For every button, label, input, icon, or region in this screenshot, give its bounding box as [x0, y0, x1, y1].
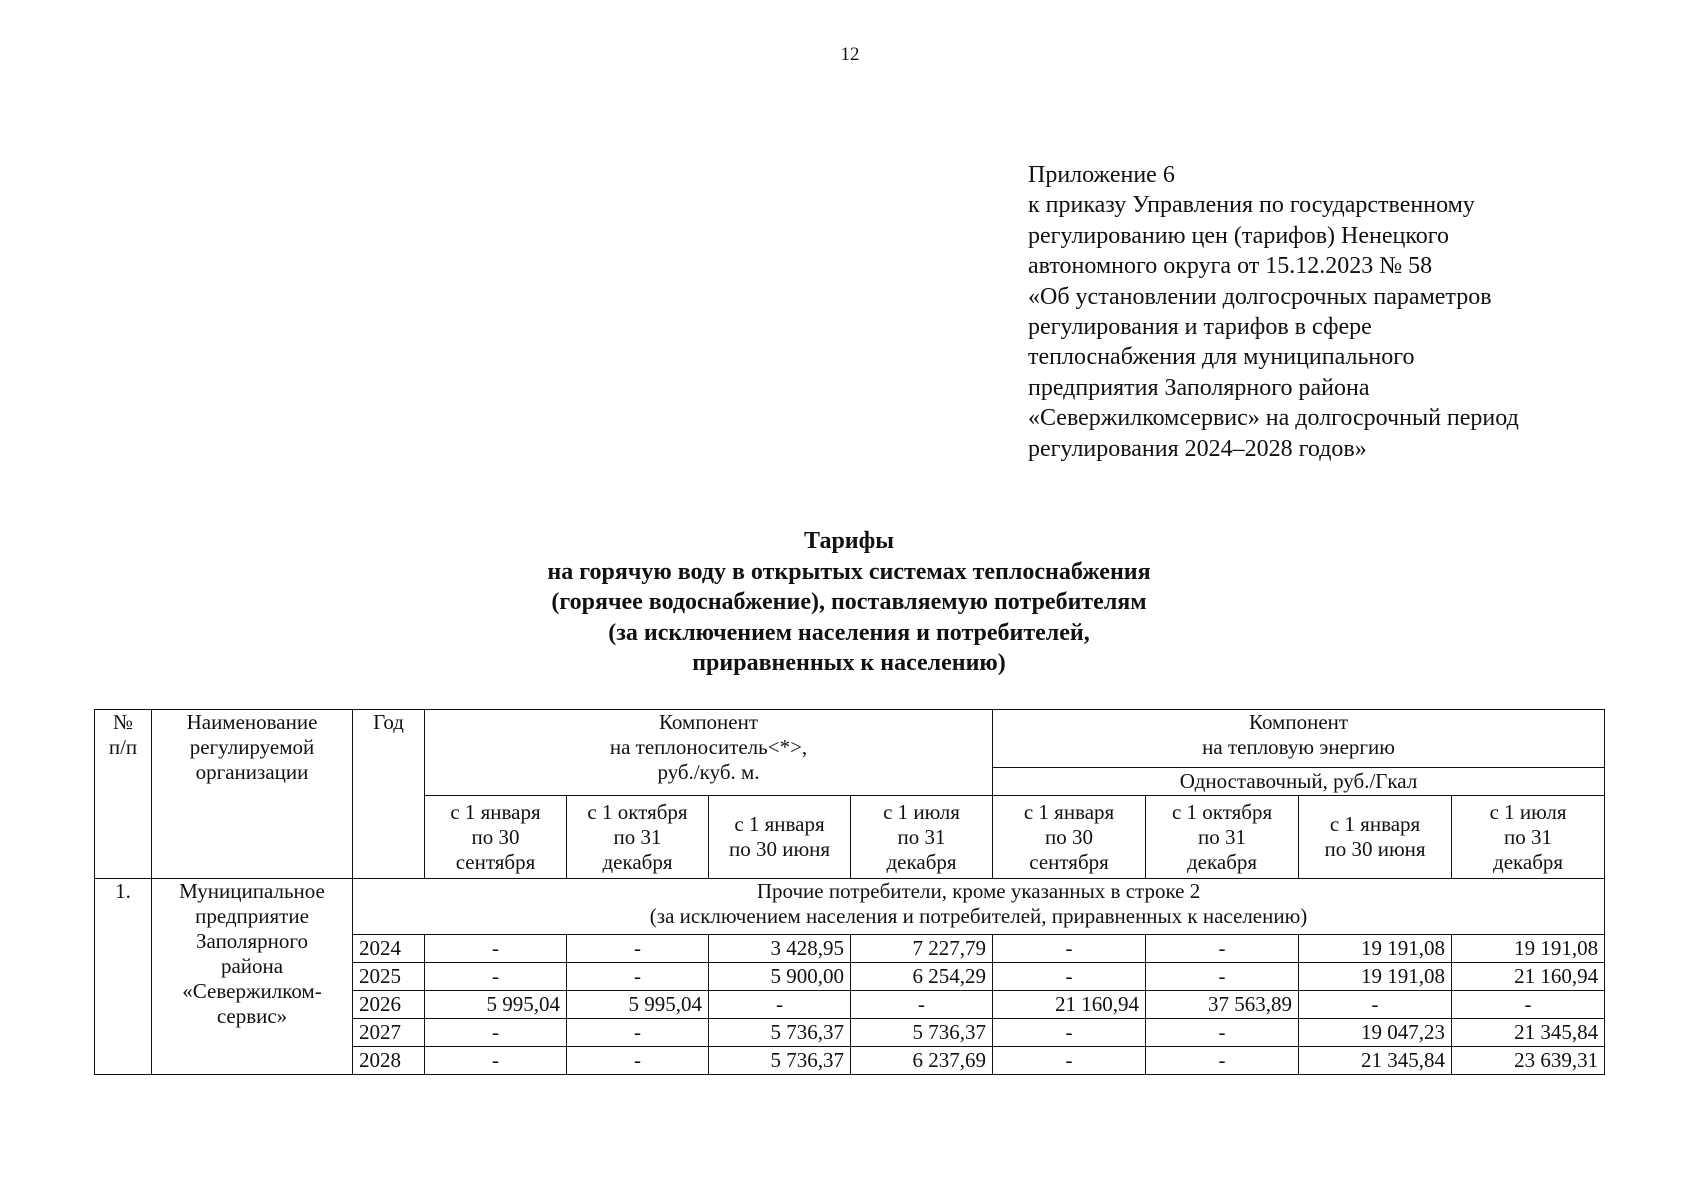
- header-text: декабря: [602, 849, 673, 874]
- header-text: с 1 июля: [1489, 799, 1567, 824]
- value-cell: -: [993, 935, 1146, 963]
- appendix-line: регулирования и тарифов в сфере: [1028, 314, 1372, 341]
- header-text: с 1 января: [734, 812, 825, 836]
- header-period: [851, 796, 993, 879]
- header-text: по 30 июня: [1324, 837, 1426, 861]
- value-cell: -: [993, 963, 1146, 991]
- title-line: приравненных к населению): [692, 650, 1006, 676]
- organization-text: Заполярного: [196, 929, 308, 953]
- organization-text: сервис»: [216, 1004, 288, 1028]
- appendix-line: «Об установлении долгосрочных параметров: [1028, 283, 1492, 310]
- value-cell: 5 736,37: [709, 1019, 851, 1047]
- header-text: организации: [195, 760, 309, 784]
- value-cell: -: [1146, 963, 1299, 991]
- organization-text: района: [220, 954, 284, 978]
- value-cell: 5 736,37: [709, 1047, 851, 1075]
- header-text: с 1 октября: [1171, 799, 1273, 824]
- header-period: [709, 796, 851, 879]
- header-text: Год: [373, 710, 404, 734]
- value-cell: -: [993, 1047, 1146, 1075]
- appendix-line: Приложение 6: [1028, 162, 1175, 188]
- header-text: с 1 октября: [587, 799, 688, 824]
- header-text: Компонент: [1249, 710, 1349, 734]
- header-text: по 31: [1198, 824, 1247, 849]
- consumer-group-text: (за исключением населения и потребителей, приравненных к населению): [649, 904, 1308, 928]
- value-cell: -: [1299, 991, 1452, 1019]
- header-heat-carrier: [425, 710, 993, 796]
- header-text: №: [112, 710, 134, 734]
- value-cell: -: [1146, 935, 1299, 963]
- header-period: [1452, 796, 1605, 879]
- value-cell: 19 191,08: [1299, 963, 1452, 991]
- value-cell: -: [851, 991, 993, 1019]
- header-text: по 31: [613, 824, 662, 849]
- year-cell: 2024: [353, 935, 425, 963]
- header-text: Наименование: [186, 710, 318, 734]
- header-text: декабря: [886, 849, 957, 874]
- header-text: с 1 января: [1023, 799, 1115, 824]
- header-year: [353, 710, 425, 879]
- title-line: Тарифы: [804, 528, 894, 554]
- organization-name: [152, 879, 353, 1075]
- appendix-note: [1028, 160, 1668, 464]
- header-period: [567, 796, 709, 879]
- value-cell: 23 639,31: [1452, 1047, 1605, 1075]
- value-cell: -: [425, 963, 567, 991]
- value-cell: -: [425, 1019, 567, 1047]
- organization-text: предприятие: [195, 904, 309, 928]
- value-cell: 21 345,84: [1452, 1019, 1605, 1047]
- header-period: [425, 796, 567, 879]
- appendix-line: к приказу Управления по государственному: [1028, 192, 1475, 219]
- header-text: по 31: [897, 824, 946, 849]
- value-cell: 5 900,00: [709, 963, 851, 991]
- page-number: 12: [840, 44, 860, 65]
- year-cell: 2027: [353, 1019, 425, 1047]
- value-cell: -: [567, 1019, 709, 1047]
- organization-text: «Севержилком-: [182, 979, 322, 1003]
- value-cell: 6 237,69: [851, 1047, 993, 1075]
- value-cell: -: [567, 1047, 709, 1075]
- appendix-line: регулирования 2024–2028 годов»: [1028, 435, 1367, 462]
- appendix-line: автономного округа от 15.12.2023 № 58: [1028, 253, 1433, 280]
- value-cell: 5 995,04: [425, 991, 567, 1019]
- header-text: по 31: [1504, 824, 1553, 849]
- value-cell: 19 047,23: [1299, 1019, 1452, 1047]
- organization-text: Муниципальное: [179, 879, 325, 903]
- header-period: [1299, 796, 1452, 879]
- value-cell: 5 995,04: [567, 991, 709, 1019]
- value-cell: 21 160,94: [1452, 963, 1605, 991]
- value-cell: 37 563,89: [1146, 991, 1299, 1019]
- appendix-line: теплоснабжения для муниципального: [1028, 344, 1415, 371]
- consumer-group: [353, 879, 1605, 935]
- title-line: (горячее водоснабжение), поставляемую потребителям: [551, 589, 1147, 615]
- header-text: Компонент: [658, 710, 759, 734]
- header-text: по 30: [471, 824, 520, 849]
- header-text: руб./куб. м.: [657, 760, 760, 784]
- header-text: с 1 июля: [883, 799, 960, 824]
- value-cell: 6 254,29: [851, 963, 993, 991]
- year-cell: 2026: [353, 991, 425, 1019]
- consumer-group-text: Прочие потребители, кроме указанных в строке 2: [756, 879, 1201, 903]
- header-period: [1146, 796, 1299, 879]
- title-line: на горячую воду в открытых системах теплоснабжения: [547, 558, 1151, 585]
- header-text: декабря: [1187, 849, 1258, 874]
- document-title: [0, 526, 1698, 679]
- header-period: [993, 796, 1146, 879]
- appendix-line: «Севержилкомсервис» на долгосрочный период: [1028, 405, 1519, 432]
- header-text: по 30: [1045, 824, 1094, 849]
- entry-number: 1.: [95, 879, 152, 1075]
- title-line: (за исключением населения и потребителей,: [608, 619, 1090, 646]
- tariff-table: [94, 709, 1605, 1075]
- value-cell: -: [709, 991, 851, 1019]
- appendix-line: предприятия Заполярного района: [1028, 374, 1370, 401]
- value-cell: -: [567, 935, 709, 963]
- year-cell: 2025: [353, 963, 425, 991]
- value-cell: -: [1146, 1047, 1299, 1075]
- header-text: п/п: [108, 735, 138, 759]
- appendix-line: регулированию цен (тарифов) Ненецкого: [1028, 222, 1450, 249]
- header-text: декабря: [1493, 849, 1564, 874]
- header-text: сентября: [1029, 849, 1109, 874]
- header-organization: [152, 710, 353, 879]
- value-cell: -: [425, 935, 567, 963]
- value-cell: 5 736,37: [851, 1019, 993, 1047]
- value-cell: 19 191,08: [1299, 935, 1452, 963]
- header-heat-energy: [993, 710, 1605, 768]
- header-text: на тепловую энергию: [1202, 735, 1395, 759]
- header-text: сентября: [455, 849, 536, 874]
- header-single-rate: Одноставочный, руб./Гкал: [993, 768, 1605, 796]
- value-cell: 7 227,79: [851, 935, 993, 963]
- value-cell: 21 345,84: [1299, 1047, 1452, 1075]
- header-text: с 1 января: [1329, 812, 1421, 836]
- year-cell: 2028: [353, 1047, 425, 1075]
- header-number: [95, 710, 152, 879]
- value-cell: -: [1452, 991, 1605, 1019]
- value-cell: -: [567, 963, 709, 991]
- header-text: регулируемой: [189, 735, 315, 759]
- value-cell: -: [425, 1047, 567, 1075]
- value-cell: -: [1146, 1019, 1299, 1047]
- value-cell: -: [993, 1019, 1146, 1047]
- header-text: по 30 июня: [728, 837, 831, 861]
- value-cell: 3 428,95: [709, 935, 851, 963]
- value-cell: 19 191,08: [1452, 935, 1605, 963]
- value-cell: 21 160,94: [993, 991, 1146, 1019]
- header-text: на теплоноситель<*>,: [609, 735, 808, 759]
- header-text: с 1 января: [450, 799, 541, 824]
